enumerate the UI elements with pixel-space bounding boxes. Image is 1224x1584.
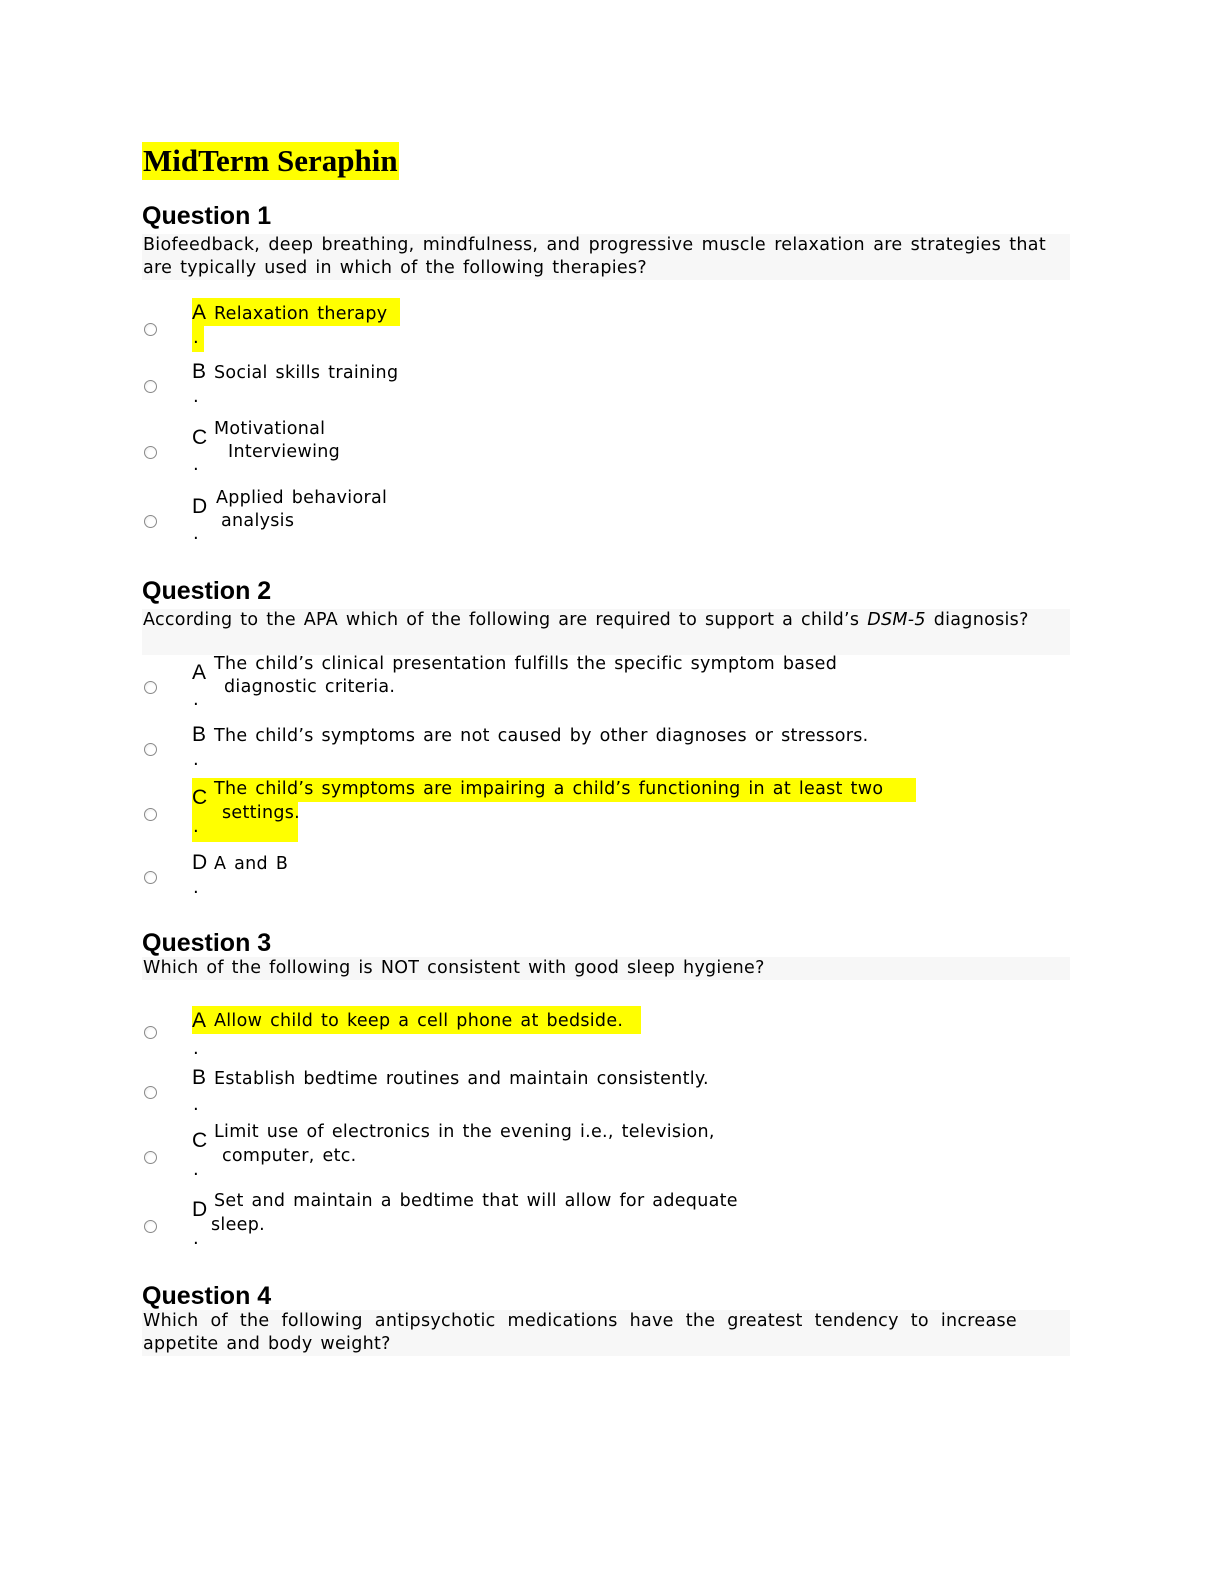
option-letter: C	[192, 426, 208, 449]
question-1	[142, 202, 1070, 544]
option-text-line-1: Applied behavioral	[216, 488, 388, 508]
question-heading: Question 3	[142, 929, 272, 957]
option-letter-dot: .	[193, 1228, 199, 1249]
option-letter-dot: .	[193, 1159, 199, 1180]
option-letter-dot: .	[193, 877, 199, 898]
question-text-part: diagnosis?	[925, 610, 1029, 630]
radio-button[interactable]	[144, 871, 157, 884]
question-4	[142, 1282, 1070, 1356]
page-title: MidTerm Seraphin	[143, 143, 398, 178]
option-letter: B	[192, 1066, 207, 1089]
option-text-line-2: sleep.	[211, 1215, 265, 1235]
option-letter: B	[192, 723, 207, 746]
option-letter-dot: .	[193, 327, 199, 348]
answer-option-d	[142, 487, 542, 551]
answer-option-a	[142, 298, 542, 356]
answer-option-a	[142, 653, 1042, 713]
question-text	[142, 609, 1070, 655]
option-text-line-1: Limit use of electronics in the evening i.e., television,	[214, 1122, 715, 1142]
option-letter-dot: .	[193, 1094, 199, 1115]
answer-option-b	[142, 1066, 1042, 1118]
option-letter-dot: .	[193, 816, 199, 837]
answer-option-c	[142, 778, 1042, 842]
option-letter-dot: .	[193, 454, 199, 475]
option-letter-dot: .	[193, 749, 199, 770]
answer-option-d	[142, 1190, 1042, 1254]
option-letter-dot: .	[193, 1038, 199, 1059]
answer-option-c	[142, 1121, 1042, 1185]
option-text-line-1: Set and maintain a bedtime that will allow for adequate	[214, 1191, 738, 1211]
option-text-line-1: The child’s clinical presentation fulfills the specific symptom based	[214, 654, 838, 674]
answer-option-b	[142, 360, 542, 412]
option-letter-dot: .	[193, 689, 199, 710]
option-text: Relaxation therapy	[214, 304, 388, 324]
question-text: Which of the following antipsychotic medications have the greatest tendency to increase appetite and body weight?	[142, 1310, 1070, 1356]
radio-button[interactable]	[144, 808, 157, 821]
question-text: Which of the following is NOT consistent with good sleep hygiene?	[142, 957, 1070, 980]
option-text: A and B	[214, 854, 289, 874]
question-heading: Question 1	[142, 202, 272, 230]
answer-option-c	[142, 418, 542, 480]
radio-button[interactable]	[144, 515, 157, 528]
question-text: Biofeedback, deep breathing, mindfulness, and progressive muscle relaxation are strategies that are typically used in which of the following therapies?	[142, 234, 1070, 280]
answer-option-d	[142, 851, 1042, 903]
option-letter: B	[192, 360, 207, 383]
radio-button[interactable]	[144, 743, 157, 756]
option-letter: D	[192, 851, 208, 874]
question-2	[142, 577, 1070, 898]
question-text-em: DSM-5	[867, 610, 926, 630]
radio-button[interactable]	[144, 681, 157, 694]
option-text-line-1: The child’s symptoms are impairing a child’s functioning in at least two	[214, 779, 884, 799]
question-heading: Question 4	[142, 1282, 272, 1310]
answer-option-b	[142, 723, 1042, 775]
answer-option-a	[142, 1006, 1042, 1062]
option-text-line-2: diagnostic criteria.	[224, 677, 396, 697]
option-letter-dot: .	[193, 523, 199, 544]
radio-button[interactable]	[144, 1026, 157, 1039]
radio-button[interactable]	[144, 323, 157, 336]
option-letter: D	[192, 1198, 208, 1221]
option-text-line-2: settings.	[222, 803, 301, 823]
option-text-line-2: Interviewing	[228, 442, 341, 462]
option-text: The child’s symptoms are not caused by other diagnoses or stressors.	[214, 726, 869, 746]
option-text: Establish bedtime routines and maintain consistently.	[214, 1069, 709, 1089]
question-text-part: According to the APA which of the following are required to support a child’s	[143, 610, 868, 630]
option-letter: D	[192, 495, 208, 518]
option-letter: A	[192, 661, 207, 684]
question-3	[142, 929, 1070, 1249]
radio-button[interactable]	[144, 1151, 157, 1164]
option-text-line-2: analysis	[221, 511, 295, 531]
option-text-line-2: computer, etc.	[222, 1146, 357, 1166]
option-letter: C	[192, 1129, 208, 1152]
option-letter-dot: .	[193, 386, 199, 407]
radio-button[interactable]	[144, 380, 157, 393]
option-text-line-1: Motivational	[214, 419, 326, 439]
radio-button[interactable]	[144, 446, 157, 459]
option-text: Social skills training	[214, 363, 399, 383]
option-letter: A	[192, 301, 207, 324]
option-letter: C	[192, 786, 208, 809]
radio-button[interactable]	[144, 1086, 157, 1099]
option-text: Allow child to keep a cell phone at bedside.	[214, 1011, 624, 1031]
question-heading: Question 2	[142, 577, 272, 605]
radio-button[interactable]	[144, 1220, 157, 1233]
option-letter: A	[192, 1009, 207, 1032]
